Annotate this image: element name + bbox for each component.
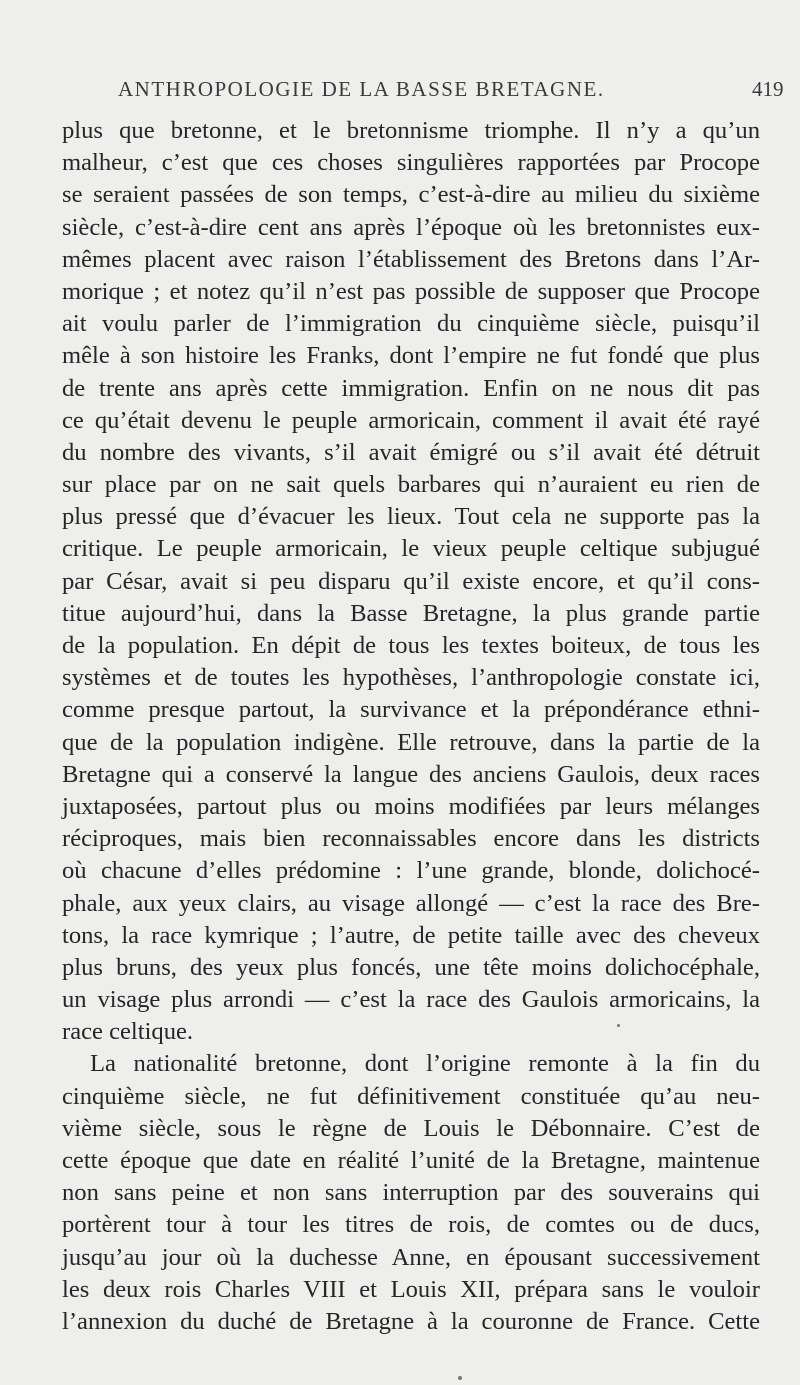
text-line: un visage plus arrondi — c’est la race des Gaulois armoricains, la — [62, 986, 760, 1014]
text-line: juxtaposées, partout plus ou moins modifiées par leurs mélanges — [62, 792, 760, 820]
text-line: plus pressé que d’évacuer les lieux. Tout cela ne supporte pas la — [62, 503, 760, 531]
text-line: Bretagne qui a conservé la langue des anciens Gaulois, deux races — [62, 760, 760, 788]
text-line: mêle à son histoire les Franks, dont l’empire ne fut fondé que plus — [62, 342, 760, 370]
text-line: ce qu’était devenu le peuple armoricain, comment il avait été rayé — [62, 406, 760, 434]
text-line: siècle, c’est-à-dire cent ans après l’époque où les bretonnistes eux- — [62, 213, 760, 241]
text-line: comme presque partout, la survivance et la prépondérance ethni- — [62, 696, 760, 724]
print-speck — [458, 1376, 462, 1380]
text-line: cinquième siècle, ne fut définitivement constituée qu’au neu- — [62, 1082, 760, 1110]
text-line: où chacune d’elles prédomine : l’une grande, blonde, dolichocé- — [62, 857, 760, 885]
text-line: cette époque que date en réalité l’unité de la Bretagne, maintenue — [62, 1147, 760, 1174]
text-line: jusqu’au jour où la duchesse Anne, en épousant successivement — [62, 1243, 760, 1271]
running-head: ANTHROPOLOGIE DE LA BASSE BRETAGNE. — [118, 77, 605, 101]
print-speck — [617, 1024, 620, 1027]
text-line: systèmes et de toutes les hypothèses, l’anthropologie constate ici, — [62, 664, 760, 692]
text-line: que de la population indigène. Elle retrouve, dans la partie de la — [62, 728, 760, 756]
text-line: titue aujourd’hui, dans la Basse Bretagne, la plus grande partie — [62, 599, 760, 627]
text-line: ait voulu parler de l’immigration du cinquième siècle, puisqu’il — [62, 310, 760, 338]
text-line: les deux rois Charles VIII et Louis XII, prépara sans le vouloir — [62, 1275, 760, 1303]
text-line: vième siècle, sous le règne de Louis le Débonnaire. C’est de — [62, 1114, 760, 1142]
text-line: plus bruns, des yeux plus foncés, une tête moins dolichocéphale, — [62, 953, 760, 981]
text-line: se seraient passées de son temps, c’est-à-dire au milieu du sixième — [62, 181, 760, 209]
text-line: phale, aux yeux clairs, au visage allongé — c’est la race des Bre- — [62, 889, 760, 917]
text-line: de trente ans après cette immigration. Enfin on ne nous dit pas — [62, 374, 760, 402]
text-line: sur place par on ne sait quels barbares qui n’auraient eu rien de — [62, 471, 760, 499]
text-line: réciproques, mais bien reconnaissables encore dans les districts — [62, 825, 760, 853]
text-line: portèrent tour à tour les titres de rois, de comtes ou de ducs, — [62, 1211, 760, 1239]
text-line: de la population. En dépit de tous les textes boiteux, de tous les — [62, 632, 760, 659]
page-number: 419 — [752, 77, 784, 101]
text-line: non sans peine et non sans interruption par des souverains qui — [62, 1179, 760, 1207]
text-line: plus que bretonne, et le bretonnisme triomphe. Il n’y a qu’un — [62, 117, 760, 144]
text-line: critique. Le peuple armoricain, le vieux peuple celtique subjugué — [62, 535, 760, 563]
text-line: du nombre des vivants, s’il avait émigré ou s’il avait été détruit — [62, 438, 760, 466]
text-line: malheur, c’est que ces choses singulières rapportées par Procope — [62, 149, 760, 177]
text-line: l’annexion du duché de Bretagne à la couronne de France. Cette — [62, 1307, 760, 1335]
text-line: tons, la race kymrique ; l’autre, de petite taille avec des cheveux — [62, 921, 760, 949]
paragraph-end-line: race celtique. — [62, 1018, 194, 1046]
text-line: par César, avait si peu disparu qu’il existe encore, et qu’il cons- — [62, 567, 760, 595]
text-line: morique ; et notez qu’il n’est pas possible de supposer que Procope — [62, 277, 760, 305]
body-text — [62, 115, 760, 1338]
text-line: mêmes placent avec raison l’établissement des Bretons dans l’Ar- — [62, 245, 760, 273]
paragraph-start-line: La nationalité bretonne, dont l’origine remonte à la fin du — [90, 1050, 760, 1078]
